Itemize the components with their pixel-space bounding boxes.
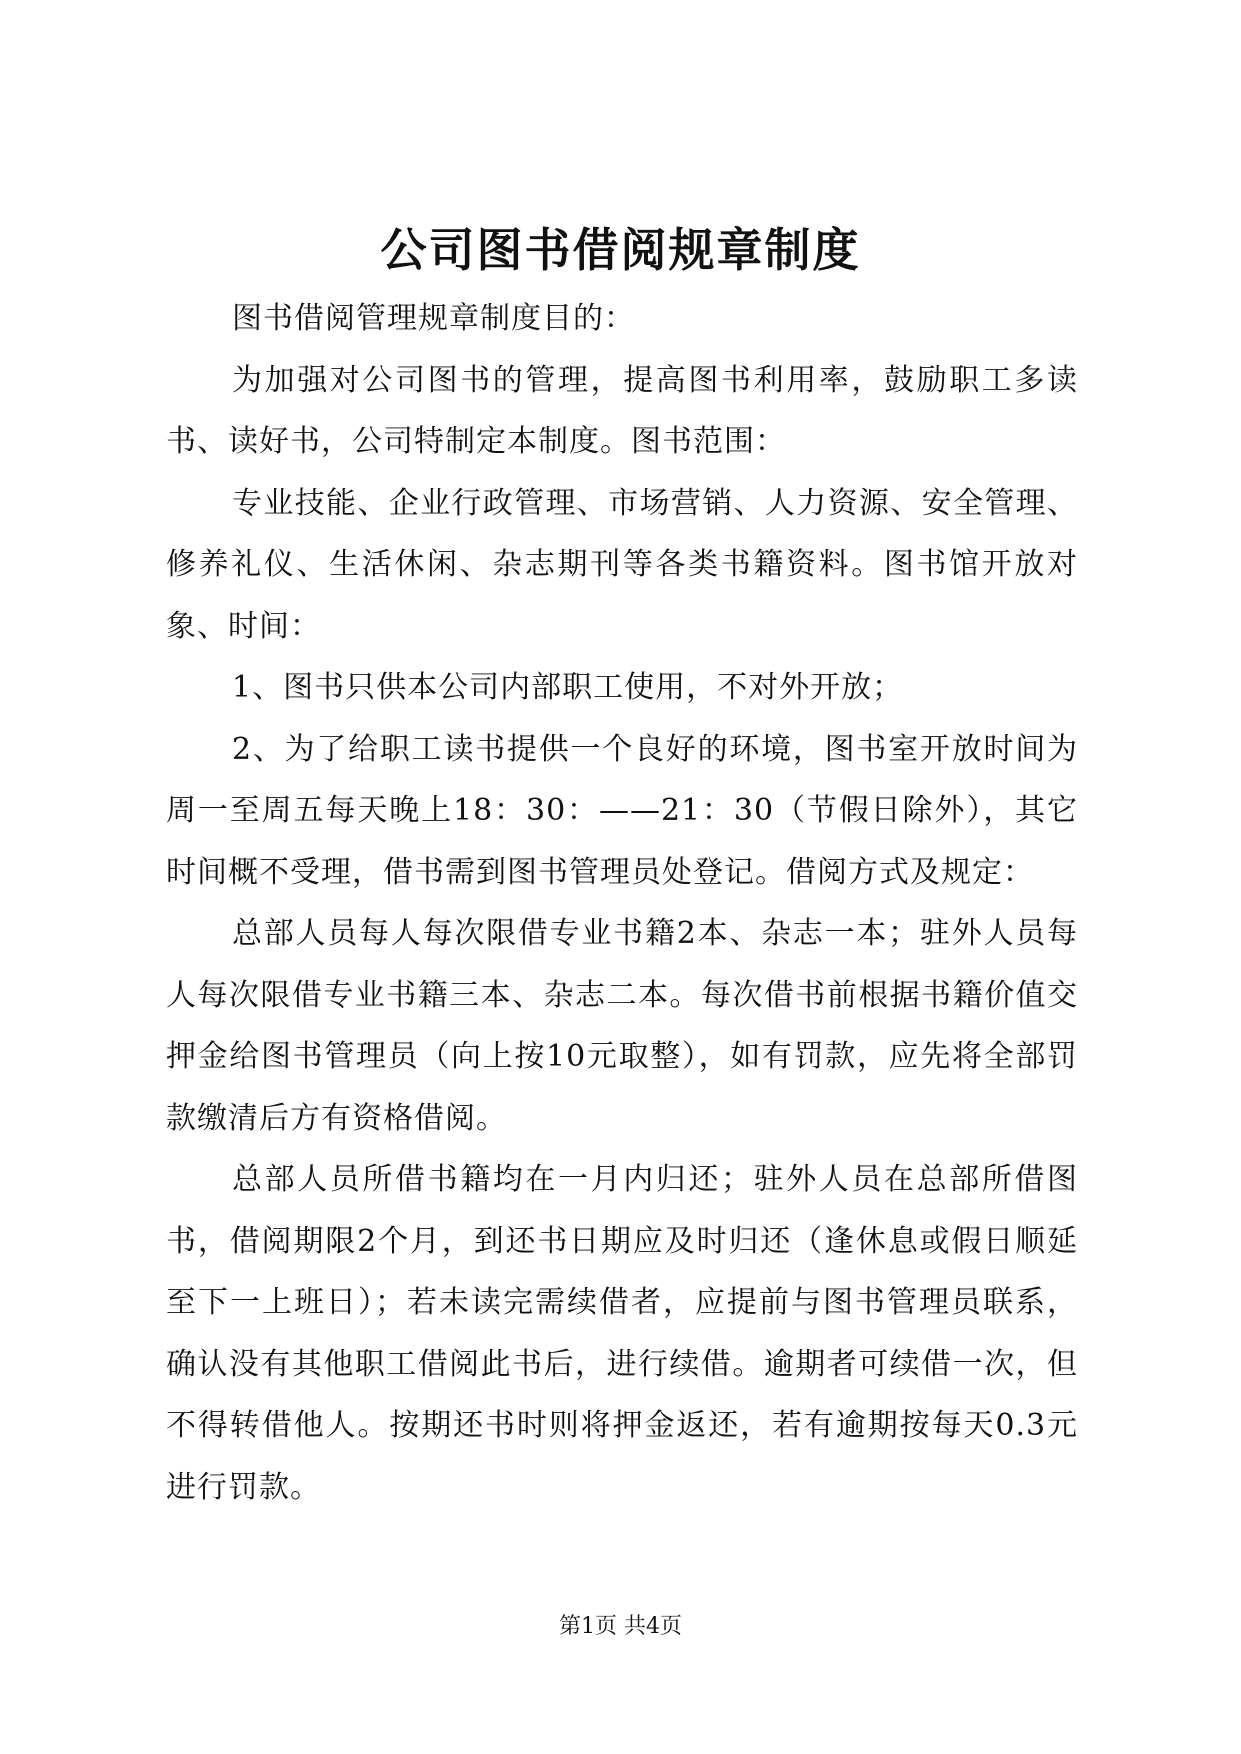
paragraph-rule-1: 1、图书只供本公司内部职工使用，不对外开放；	[232, 670, 904, 705]
document-title: 公司图书借阅规章制度	[380, 223, 861, 277]
paragraph-purpose-heading: 图书借阅管理规章制度目的：	[232, 301, 635, 336]
paragraph-purpose: 为加强对公司图书的管理，提高图书利用率，鼓励职工多读书、读好书，公司特制定本制度。图书范围：	[166, 362, 1078, 459]
paragraph-return-rules: 总部人员所借书籍均在一月内归还；驻外人员在总部所借图书，借阅期限2个月，到还书日期应及时归还（逢休息或假日顺延至下一上班日）；若未读完需续借者，应提前与图书管理员联系，确认没有其他职工借阅此书后，进行续借。逾期者可续借一次，但不得转借他人。按期还书时则将押金返还，若有逾期按每天0.3元进行罚款。	[166, 1162, 1078, 1505]
paragraph-borrow-limits: 总部人员每人每次限借专业书籍2本、杂志一本；驻外人员每人每次限借专业书籍三本、杂志二本。每次借书前根据书籍价值交押金给图书管理员（向上按10元取整），如有罚款，应先将全部罚款缴清后方有资格借阅。	[166, 916, 1078, 1136]
page-number-footer: 第1页 共4页	[559, 1614, 682, 1639]
paragraph-scope: 专业技能、企业行政管理、市场营销、人力资源、安全管理、修养礼仪、生活休闲、杂志期刊等各类书籍资料。图书馆开放对象、时间：	[166, 485, 1078, 644]
paragraph-rule-2: 2、为了给职工读书提供一个良好的环境，图书室开放时间为周一至周五每天晚上18：30：——21：30（节假日除外），其它时间概不受理，借书需到图书管理员处登记。借阅方式及规定：	[166, 731, 1078, 890]
document-body	[166, 288, 1078, 1518]
